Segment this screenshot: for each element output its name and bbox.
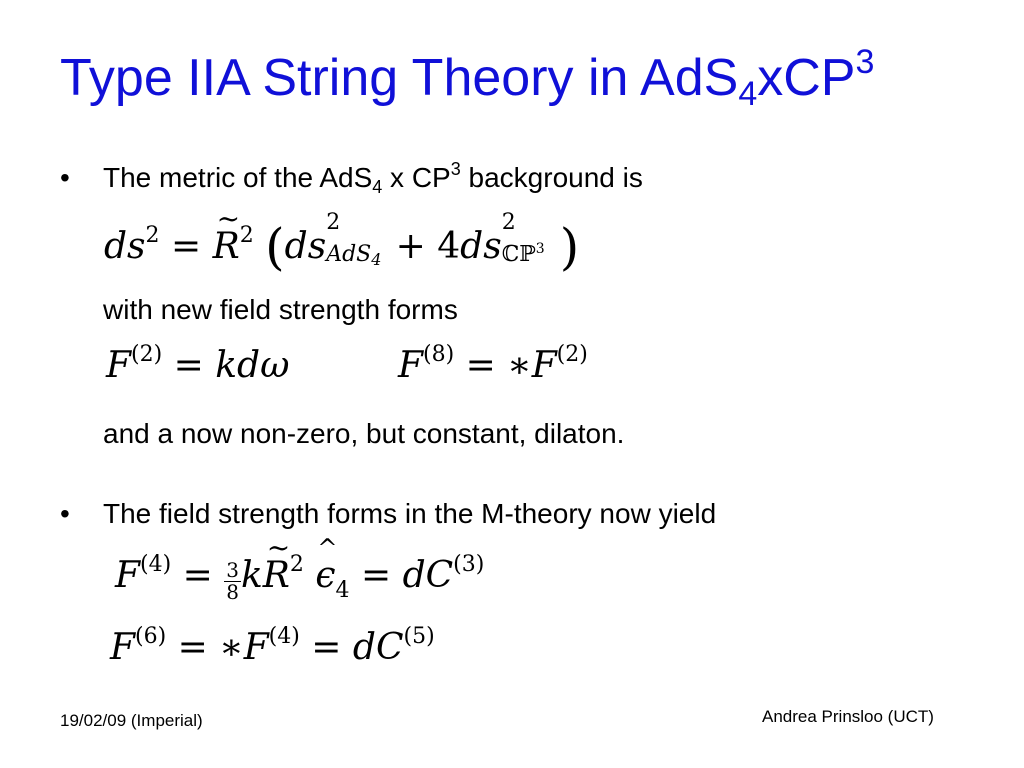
bullet-1-post: background is <box>460 162 643 193</box>
title-superscript: 3 <box>855 43 875 81</box>
dilaton-text: and a now non-zero, but constant, dilaton. <box>103 418 625 449</box>
footer-date-venue: 19/02/09 (Imperial) <box>60 711 203 730</box>
slide-title <box>60 43 875 113</box>
bullet-1-mid: x CP <box>382 162 451 193</box>
bullet-marker-2: • <box>60 498 70 529</box>
f2-equation: $F^{(2)} = kd\omega$ <box>106 342 290 386</box>
title-main: Type IIA String Theory in AdS <box>60 49 739 107</box>
bullet-marker-1: • <box>60 162 70 193</box>
bullet-1-pre: The metric of the AdS <box>103 162 373 193</box>
bullet-1-text <box>103 159 643 197</box>
bullet-1-sup: 3 <box>450 159 461 179</box>
metric-equation: $ds^2$ = ~ $R^2$ (ds 2 AdS$_4$ + 4ds 2 ℂℙ$^3$ ) <box>104 222 579 272</box>
f8-equation: $F^{(8)}$ = $∗F^{(2)}$ <box>398 342 588 386</box>
with-new-forms-text: with new field strength forms <box>103 294 458 325</box>
title-mid: xCP <box>757 49 856 107</box>
f6-equation: $F^{(6)}$ = $∗F^{(4)} = dC^{(5)}$ <box>110 624 435 668</box>
bullet-2-text: The field strength forms in the M-theory now yield <box>103 498 717 529</box>
title-subscript: 4 <box>738 75 758 113</box>
footer-author: Andrea Prinsloo (UCT) <box>762 707 934 726</box>
bullet-1-sub: 4 <box>372 177 383 197</box>
f4-equation: $F^{(4)}$ = $\frac{3}{8}$ k~ $R^2$ ^ $\epsilon_4 = dC^{(3)}$ <box>115 558 484 603</box>
